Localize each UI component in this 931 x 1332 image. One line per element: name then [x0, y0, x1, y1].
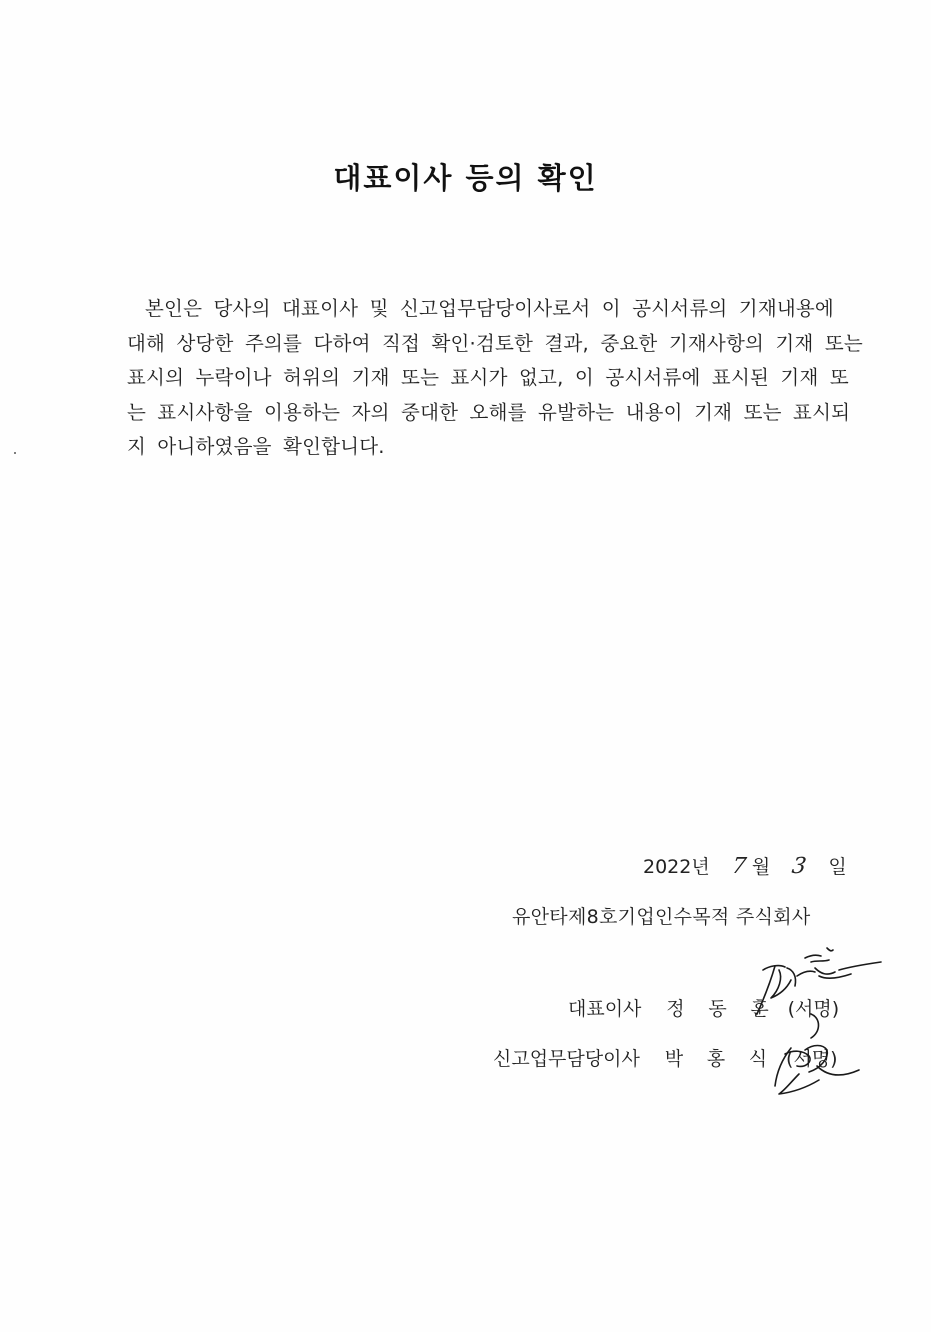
date-month-handwritten: 7 — [730, 854, 748, 879]
paragraph-line: 지 아니하였음을 확인합니다. — [127, 435, 385, 458]
signer-name-char: 정 — [666, 998, 685, 1020]
signer-role: 신고업무담당이사 — [493, 1048, 640, 1070]
signer-reporting-director — [493, 1044, 838, 1071]
date-day-unit: 일 — [828, 856, 847, 878]
signature-label: (서명) — [786, 1048, 838, 1070]
scan-speck — [14, 452, 16, 454]
date-month-unit: 월 — [751, 856, 771, 878]
signer-name-char: 훈 — [750, 998, 769, 1020]
signer-role: 대표이사 — [568, 998, 642, 1020]
paragraph-line: 표시의 누락이나 허위의 기재 또는 표시가 없고, 이 공시서류에 표시된 기재 또 — [127, 366, 849, 389]
signer-name-char: 식 — [748, 1048, 768, 1070]
confirmation-paragraph — [127, 292, 863, 465]
document-title: 대표이사 등의 확인 — [333, 161, 598, 195]
signer-name-char: 박 — [664, 1048, 684, 1070]
signing-date — [643, 852, 847, 879]
paragraph-line: 대해 상당한 주의를 다하여 직접 확인·검토한 결과, 중요한 기재사항의 기재 또는 — [127, 331, 863, 355]
signer-ceo — [568, 994, 839, 1021]
signature-label: (서명) — [787, 998, 840, 1020]
paragraph-line: 는 표시사항을 이용하는 자의 중대한 오해를 유발하는 내용이 기재 또는 표시되 — [127, 400, 851, 424]
signer-name-char: 홍 — [706, 1048, 726, 1070]
company-name: 유안타제8호기업인수목적 주식회사 — [512, 906, 811, 928]
date-day-handwritten: 3 — [790, 854, 809, 879]
signer-name-char: 동 — [708, 998, 727, 1020]
paragraph-line: 본인은 당사의 대표이사 및 신고업무담당이사로서 이 공시서류의 기재내용에 — [145, 297, 834, 320]
date-year: 2022년 — [643, 856, 710, 878]
